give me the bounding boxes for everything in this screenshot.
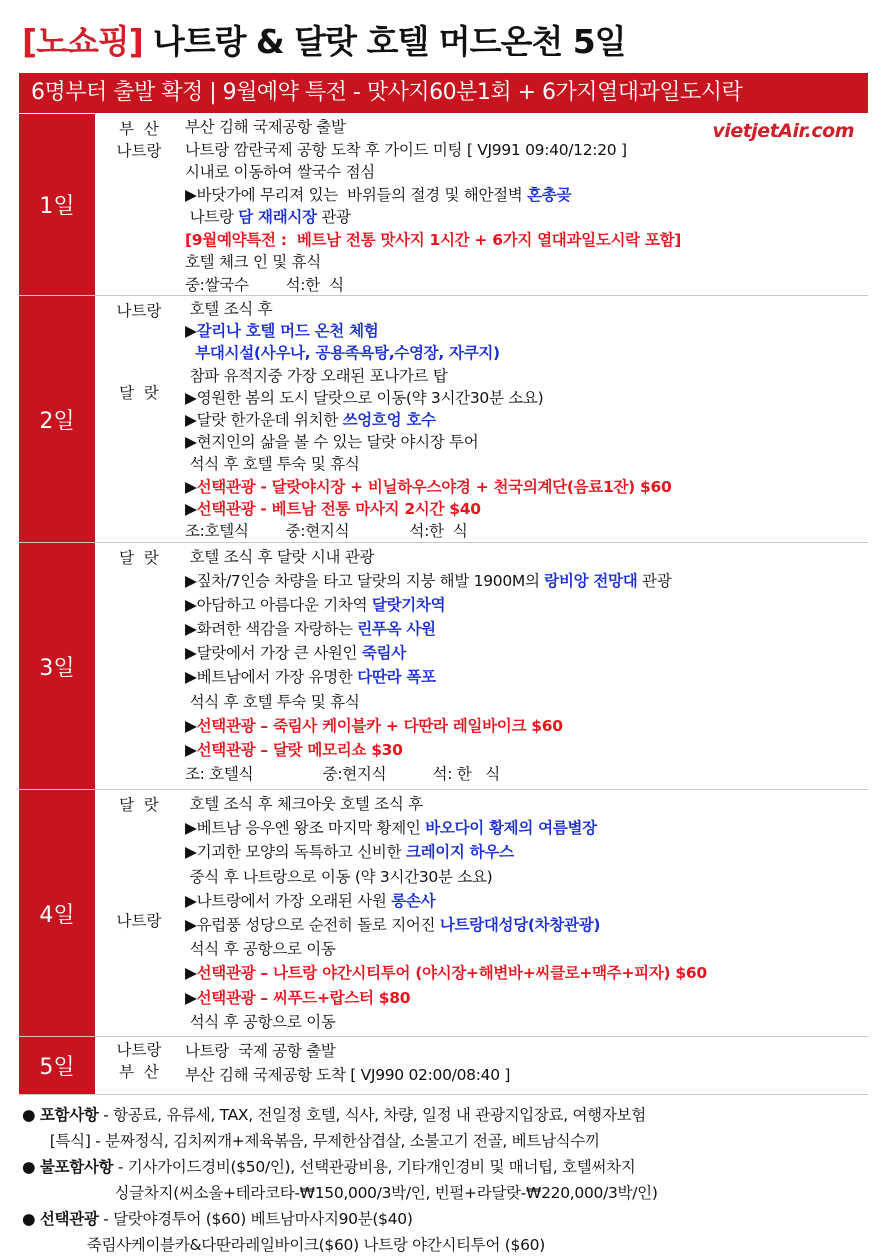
schedule-lines bbox=[185, 116, 868, 296]
highlight-option: 선택관광 – 달랏 메모리쇼 $30 bbox=[196, 740, 403, 759]
text-segment: ▶베트남 응우엔 왕조 마지막 황제인 bbox=[185, 819, 426, 838]
location-label: 달 랏 bbox=[119, 796, 159, 814]
highlight-option: 선택관광 – 씨푸드+랍스터 $80 bbox=[196, 988, 411, 1007]
schedule-line bbox=[185, 365, 868, 387]
highlight-place: 다딴라 폭포 bbox=[357, 668, 436, 687]
text-segment: 죽림사케이블카&다딴라레일바이크($60) 나트랑 야간시티투어 ($60) bbox=[22, 1236, 545, 1254]
tour-title: 나트랑 & 달랏 호텔 머드온천 5일 bbox=[152, 22, 626, 61]
schedule-line bbox=[185, 816, 868, 840]
highlight-option: 선택관광 - 베트남 전통 마사지 2시간 $40 bbox=[196, 499, 481, 518]
schedule-line bbox=[185, 1063, 868, 1087]
footer-line bbox=[22, 1128, 882, 1154]
highlight-place: 쓰엉흐엉 호수 bbox=[342, 410, 436, 429]
schedule-line bbox=[185, 520, 868, 542]
text-segment: 중:쌀국수 석:한 식 bbox=[185, 275, 344, 294]
text-segment: ▶ bbox=[185, 322, 197, 341]
schedule-line bbox=[185, 665, 868, 689]
schedule-line bbox=[185, 161, 868, 184]
text-segment: ▶ bbox=[185, 477, 197, 496]
schedule-lines bbox=[185, 545, 868, 786]
highlight-place: 바오다이 황제의 여름별장 bbox=[425, 819, 597, 838]
section-label: 포함사항 bbox=[39, 1106, 99, 1124]
schedule-lines bbox=[185, 1039, 868, 1087]
day-row bbox=[19, 1037, 868, 1095]
text-segment: ▶현지인의 삶을 볼 수 있는 달랏 야시장 투어 bbox=[185, 433, 479, 452]
footer-line bbox=[22, 1206, 882, 1232]
highlight-place: 크레이지 하우스 bbox=[405, 843, 514, 862]
highlight-option: 선택관광 – 나트랑 야간시티투어 (야시장+해변바+씨클로+맥주+피자) $60 bbox=[196, 964, 707, 983]
footer-notes bbox=[22, 1102, 882, 1258]
promo-banner: 6명부터 출발 확정 | 9월예약 특전 - 맛사지60분1회 + 6가지열대과일도시락 bbox=[19, 73, 868, 113]
text-segment: ▶짚차/7인승 차량을 타고 달랏의 지붕 해발 1900M의 bbox=[185, 572, 545, 591]
day-label: 4일 bbox=[19, 790, 95, 1036]
schedule-line bbox=[185, 641, 868, 665]
text-segment: ▶나트랑에서 가장 오래된 사원 bbox=[185, 891, 392, 910]
vietjet-air-logo: vietjetAir.com bbox=[712, 120, 854, 142]
schedule-line bbox=[185, 431, 868, 453]
schedule-line bbox=[185, 792, 868, 816]
section-label: 선택관광 bbox=[39, 1210, 99, 1228]
schedule-line bbox=[185, 840, 868, 864]
highlight-place: 부대시설(사우나, 공용족욕탕,수영장, 자쿠지) bbox=[185, 344, 500, 363]
highlight-option: 선택관광 – 죽림사 케이블카 + 다딴라 레일바이크 $60 bbox=[196, 716, 563, 735]
text-segment: 나트랑 깜란국제 공항 도착 후 가이드 미팅 [ VJ991 09:40/12:20 ] bbox=[185, 140, 627, 159]
location-label: 달 랏 bbox=[119, 384, 159, 402]
text-segment: 석식 후 호텔 투숙 및 휴식 bbox=[185, 455, 360, 474]
text-segment: ▶바닷가에 무리져 있는 바위들의 절경 및 해안절벽 bbox=[185, 185, 528, 204]
text-segment: 부산 김해 국제공항 출발 bbox=[185, 118, 346, 136]
schedule-line bbox=[185, 251, 868, 274]
no-shopping-tag: [노쇼핑] bbox=[22, 22, 143, 61]
highlight-place: 린푸옥 사원 bbox=[357, 620, 436, 639]
text-segment: 호텔 체크 인 및 휴식 bbox=[185, 253, 321, 271]
highlight-place: 랑비앙 전망대 bbox=[544, 572, 638, 591]
text-segment: 조: 호텔식 중:현지식 석: 한 식 bbox=[185, 764, 500, 783]
footer-line bbox=[22, 1180, 882, 1206]
text-segment: 관광 bbox=[316, 208, 351, 226]
day-label: 1일 bbox=[19, 114, 95, 295]
text-segment: - 달랏야경투어 ($60) 베트남마사지90분($40) bbox=[98, 1210, 413, 1228]
location-label: 달 랏 bbox=[119, 549, 159, 567]
schedule-line bbox=[185, 184, 868, 207]
highlight-place: 혼총곶 bbox=[527, 185, 572, 204]
location-label: 부 산 나트랑 bbox=[116, 120, 162, 160]
text-segment: ● bbox=[22, 1210, 40, 1228]
text-segment: 호텔 조식 후 달랏 시내 관광 bbox=[185, 548, 375, 566]
text-segment: ▶기괴한 모양의 독특하고 신비한 bbox=[185, 843, 406, 862]
highlight-place: 달랏기차역 bbox=[371, 596, 446, 615]
schedule-line bbox=[185, 889, 868, 913]
text-segment: 석식 후 공항으로 이동 bbox=[185, 1012, 336, 1031]
schedule-line bbox=[185, 498, 868, 520]
text-segment: 관광 bbox=[637, 572, 672, 591]
highlight-option: [9월예약특전 : 베트남 전통 맛사지 1시간 + 6가지 열대과일도시락 포함] bbox=[185, 230, 682, 249]
text-segment: 석식 후 공항으로 이동 bbox=[185, 940, 336, 959]
day-row bbox=[19, 543, 868, 790]
text-segment: ▶영원한 봄의 도시 달랏으로 이동(약 3시간30분 소요) bbox=[185, 388, 544, 407]
text-segment: ▶유럽풍 성당으로 순전히 돌로 지어진 bbox=[185, 915, 440, 934]
schedule-line bbox=[185, 476, 868, 498]
text-segment: [특식] - 분짜정식, 김치찌개+제육볶음, 무제한삼겹살, 소불고기 전골, 베트남식수끼 bbox=[22, 1132, 600, 1150]
schedule-line bbox=[185, 937, 868, 961]
schedule-line bbox=[185, 593, 868, 617]
highlight-place: 롱손사 bbox=[391, 891, 436, 910]
text-segment: ▶ bbox=[185, 499, 197, 518]
schedule-line bbox=[185, 762, 868, 786]
schedule-line bbox=[185, 409, 868, 431]
schedule-line bbox=[185, 1039, 868, 1063]
text-segment: ▶ bbox=[185, 716, 197, 735]
location-label: 나트랑 bbox=[116, 912, 162, 930]
text-segment: 중식 후 나트랑으로 이동 (약 3시간30분 소요) bbox=[185, 867, 493, 886]
schedule-line bbox=[185, 986, 868, 1010]
schedule-line bbox=[185, 690, 868, 714]
schedule-line bbox=[185, 913, 868, 937]
text-segment: 나트랑 bbox=[185, 208, 239, 226]
schedule-line bbox=[185, 1010, 868, 1034]
text-segment: ● bbox=[22, 1158, 40, 1176]
text-segment: ▶화려한 색감을 자랑하는 bbox=[185, 620, 358, 639]
schedule-line bbox=[185, 229, 868, 252]
text-segment: 싱글차지(씨소울+테라코타-₩150,000/3박/인, 빈펄+라달랏-₩220,000/3박/인) bbox=[22, 1184, 658, 1202]
text-segment: ▶ bbox=[185, 988, 197, 1007]
footer-line bbox=[22, 1102, 882, 1128]
text-segment: ▶ bbox=[185, 964, 197, 983]
schedule-line bbox=[185, 320, 868, 342]
text-segment: 석식 후 호텔 투숙 및 휴식 bbox=[185, 692, 360, 711]
text-segment: 참파 유적지중 가장 오래된 포나가르 탑 bbox=[185, 366, 448, 385]
text-segment: 부산 김해 국제공항 도착 [ VJ990 02:00/08:40 ] bbox=[185, 1066, 511, 1084]
schedule-line bbox=[185, 298, 868, 320]
day-label: 2일 bbox=[19, 296, 95, 542]
text-segment: - 기사가이드경비($50/인), 선택관광비용, 기타개인경비 및 매너팁, 호텔써차지 bbox=[113, 1158, 636, 1176]
text-segment: ● bbox=[22, 1106, 40, 1124]
schedule-line bbox=[185, 206, 868, 229]
schedule-line bbox=[185, 274, 868, 297]
text-segment: 시내로 이동하여 쌀국수 점심 bbox=[185, 163, 375, 181]
section-label: 불포함사항 bbox=[39, 1158, 114, 1176]
day-label: 3일 bbox=[19, 543, 95, 789]
schedule-line bbox=[185, 545, 868, 569]
text-segment: ▶달랏 한가운데 위치한 bbox=[185, 410, 343, 429]
page-title bbox=[22, 14, 626, 70]
text-segment: ▶아담하고 아름다운 기차역 bbox=[185, 596, 372, 615]
text-segment: ▶달랏에서 가장 큰 사원인 bbox=[185, 644, 362, 663]
schedule-line bbox=[185, 387, 868, 409]
footer-line bbox=[22, 1154, 882, 1180]
schedule-line bbox=[185, 961, 868, 985]
highlight-place: 갈리나 호텔 머드 온천 체험 bbox=[196, 322, 379, 341]
location-label: 나트랑 부 산 bbox=[116, 1041, 162, 1081]
schedule-line bbox=[185, 865, 868, 889]
text-segment: 조:호텔식 중:현지식 석:한 식 bbox=[185, 521, 468, 540]
text-segment: 호텔 조식 후 체크아웃 호텔 조식 후 bbox=[185, 795, 423, 813]
schedule-line bbox=[185, 569, 868, 593]
schedule-line bbox=[185, 714, 868, 738]
text-segment: 호텔 조식 후 bbox=[185, 300, 273, 318]
schedule-line bbox=[185, 617, 868, 641]
highlight-place: 담 재래시장 bbox=[238, 208, 317, 226]
footer-line bbox=[22, 1232, 882, 1258]
schedule-line bbox=[185, 453, 868, 475]
highlight-place: 죽림사 bbox=[361, 644, 406, 663]
text-segment: 나트랑 국제 공항 출발 bbox=[185, 1042, 336, 1060]
schedule-line bbox=[185, 342, 868, 364]
text-segment: ▶베트남에서 가장 유명한 bbox=[185, 668, 358, 687]
location-label: 나트랑 bbox=[116, 302, 162, 320]
highlight-option: 선택관광 - 달랏야시장 + 비닐하우스야경 + 천국의계단(음료1잔) $60 bbox=[196, 477, 672, 496]
day-row bbox=[19, 296, 868, 543]
text-segment: - 항공료, 유류세, TAX, 전일정 호텔, 식사, 차량, 일정 내 관광지입장료, 여행자보험 bbox=[98, 1106, 646, 1124]
text-segment: ▶ bbox=[185, 740, 197, 759]
day-row bbox=[19, 790, 868, 1037]
schedule-lines bbox=[185, 792, 868, 1034]
schedule-lines bbox=[185, 298, 868, 542]
day-label: 5일 bbox=[19, 1037, 95, 1094]
schedule-line bbox=[185, 738, 868, 762]
highlight-place: 나트랑대성당(차창관광) bbox=[439, 915, 601, 934]
